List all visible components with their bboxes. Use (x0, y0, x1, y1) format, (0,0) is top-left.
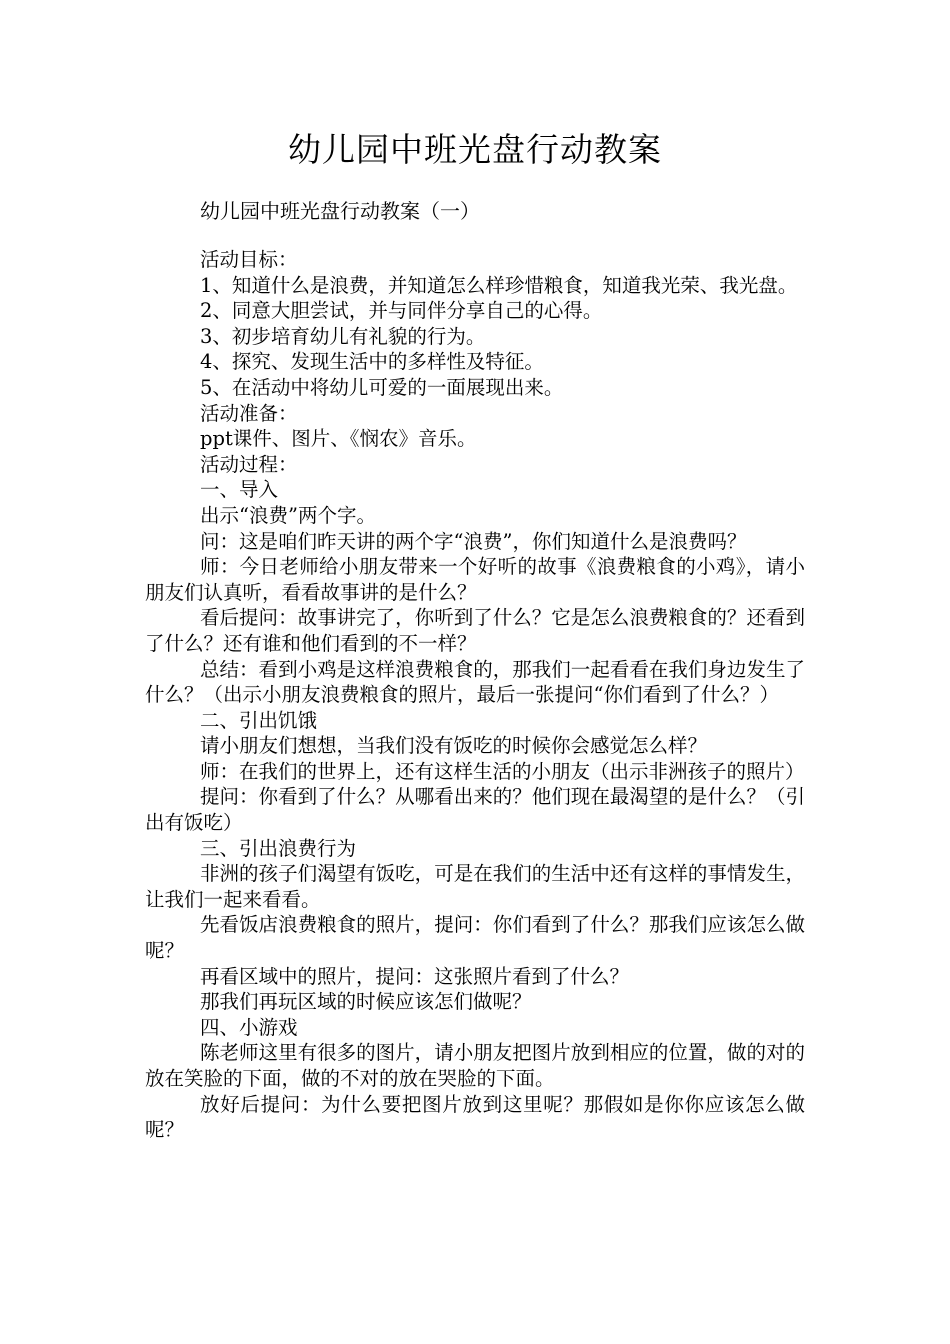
paragraph: 3、初步培育幼儿有礼貌的行为。 (200, 324, 486, 348)
paragraph: 三、引出浪费行为 (200, 836, 357, 860)
page-title: 幼儿园中班光盘行动教案 (288, 130, 662, 169)
paragraph: 四、小游戏 (200, 1015, 298, 1039)
paragraph: 再看区域中的照片，提问：这张照片看到了什么？ (200, 964, 630, 988)
paragraph: 2、同意大胆尝试，并与同伴分享自己的心得。 (200, 299, 603, 323)
paragraph: 看后提问：故事讲完了，你听到了什么？它是怎么浪费粮食的？还看到了什么？还有谁和他们看到的不一样？ (145, 606, 805, 655)
paragraph: 问：这是咱们昨天讲的两个字“浪费”，你们知道什么是浪费吗？ (200, 529, 747, 553)
paragraph: 请小朋友们想想，当我们没有饭吃的时候你会感觉怎么样？ (200, 734, 708, 758)
paragraph: 师：在我们的世界上，还有这样生活的小朋友（出示非洲孩子的照片） (200, 759, 805, 783)
paragraph: 活动过程： (200, 452, 298, 476)
paragraph: 活动目标： (200, 248, 298, 271)
paragraph: 总结：看到小鸡是这样浪费粮食的，那我们一起看看在我们身边发生了什么？（出示小朋友浪费粮食的照片，最后一张提问“你们看到了什么？） (145, 657, 805, 707)
section-heading: 幼儿园中班光盘行动教案（一） (200, 199, 480, 223)
paragraph: ppt课件、图片、《悯农》音乐。 (200, 427, 477, 451)
paragraph: 提问：你看到了什么？从哪看出来的？他们现在最渴望的是什么？（引出有饭吃） (145, 785, 805, 835)
paragraph: 一、导入 (200, 478, 279, 502)
paragraph: 1、知道什么是浪费，并知道怎么样珍惜粮食，知道我光荣、我光盘。 (200, 273, 798, 297)
paragraph: 5、在活动中将幼儿可爱的一面展现出来。 (200, 375, 564, 399)
paragraph: 陈老师这里有很多的图片，请小朋友把图片放到相应的位置，做的对的放在笑脸的下面，做的不对的放在哭脸的下面。 (145, 1041, 805, 1090)
paragraph: 师：今日老师给小朋友带来一个好听的故事《浪费粮食的小鸡》，请小朋友们认真听，看看故事讲的是什么？ (145, 555, 805, 604)
paragraph: 先看饭店浪费粮食的照片，提问：你们看到了什么？那我们应该怎么做呢？ (145, 913, 805, 963)
body-text (145, 247, 805, 1143)
paragraph: 二、引出饥饿 (200, 708, 318, 732)
paragraph: 出示“浪费”两个字。 (200, 503, 376, 527)
paragraph: 活动准备： (200, 401, 298, 425)
paragraph: 4、探究、发现生活中的多样性及特征。 (200, 350, 544, 374)
paragraph: 那我们再玩区域的时候应该怎们做呢？ (200, 990, 532, 1014)
paragraph: 放好后提问：为什么要把图片放到这里呢？那假如是你你应该怎么做呢？ (145, 1092, 805, 1142)
paragraph: 非洲的孩子们渴望有饭吃，可是在我们的生活中还有这样的事情发生，让我们一起来看看。 (145, 862, 805, 911)
